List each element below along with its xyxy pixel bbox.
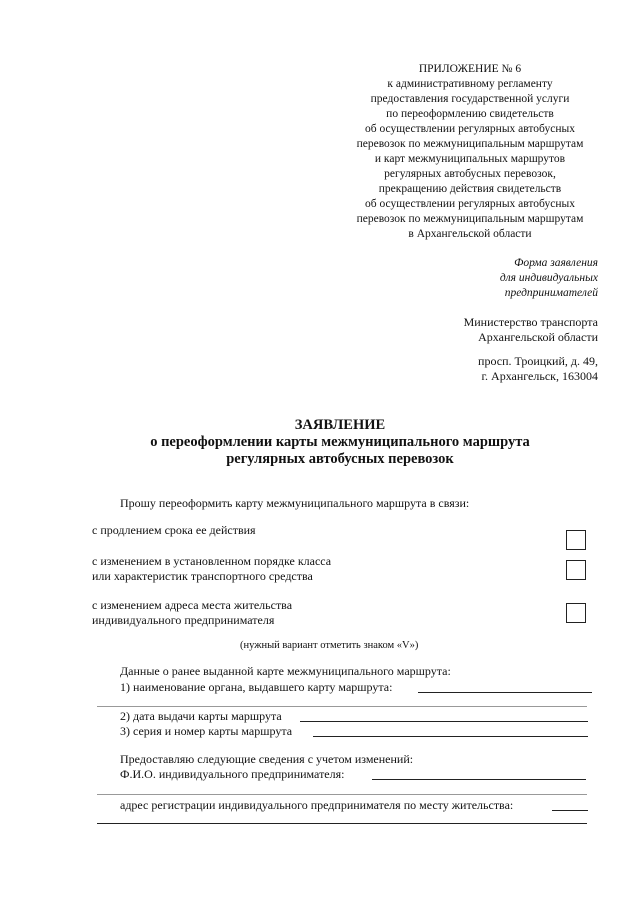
appendix-line: в Архангельской области (408, 228, 532, 240)
document-title: ЗАЯВЛЕНИЕ (294, 417, 386, 433)
registration-address-input-line-2[interactable] (97, 823, 587, 824)
appendix-line: регулярных автобусных перевозок, (384, 168, 556, 180)
appendix-line: и карт межмуниципальных маршрутов (374, 153, 566, 165)
issue-date-label: 2) дата выдачи карты маршрута (120, 709, 282, 723)
appendix-line: об осуществлении регулярных автобусных (365, 198, 575, 210)
appendix-line: по переоформлению свидетельств (386, 108, 554, 120)
prior-card-header: Данные о ранее выданной карте межмуниципального маршрута: (120, 664, 451, 678)
address-line: г. Архангельск, 163004 (481, 369, 598, 383)
form-note-line: Форма заявления (514, 257, 598, 269)
option-label: с изменением в установленном порядке класса (92, 554, 332, 568)
issuer-input-line[interactable] (418, 692, 592, 693)
option-label: индивидуального предпринимателя (92, 613, 275, 627)
separator-line (97, 794, 587, 795)
prior-card-issuer-label: 1) наименование органа, выдавшего карту маршрута: (120, 680, 393, 694)
recipient-line: Архангельской области (478, 330, 598, 344)
appendix-block (300, 62, 640, 242)
card-number-label: 3) серия и номер карты маршрута (120, 724, 293, 738)
appendix-line: перевозок по межмуниципальным маршрутам (356, 213, 584, 225)
fio-input-line[interactable] (372, 779, 586, 780)
appendix-line: ПРИЛОЖЕНИЕ № 6 (418, 63, 522, 75)
recipient-block (464, 315, 598, 345)
changes-header: Предоставляю следующие сведения с учетом изменений: (120, 752, 414, 766)
option-label: с изменением адреса места жительства (92, 598, 293, 612)
fio-label: Ф.И.О. индивидуального предпринимателя: (120, 767, 345, 781)
option-label: или характеристик транспортного средства (92, 569, 313, 583)
form-note-line: для индивидуальных (499, 272, 598, 284)
appendix-line: об осуществлении регулярных автобусных (365, 123, 575, 135)
appendix-line: предоставления государственной услуги (370, 93, 570, 105)
option-checkbox-vehicle-class[interactable] (566, 560, 586, 580)
separator-line (97, 706, 587, 707)
recipient-line: Министерство транспорта (463, 315, 598, 329)
card-number-input-line[interactable] (313, 736, 588, 737)
document-subtitle: о переоформлении карты межмуниципального маршрута (150, 434, 530, 450)
option-label: с продлением срока ее действия (92, 523, 256, 537)
document-subtitle-2: регулярных автобусных перевозок (226, 451, 454, 467)
option-checkbox-extension[interactable] (566, 530, 586, 550)
appendix-line: прекращению действия свидетельств (378, 183, 562, 195)
option-checkbox-address-change[interactable] (566, 603, 586, 623)
check-instruction: (нужный вариант отметить знаком «V») (240, 640, 419, 651)
appendix-line: перевозок по межмуниципальным маршрутам (356, 138, 584, 150)
form-type-note (500, 256, 598, 301)
issue-date-input-line[interactable] (300, 721, 588, 722)
form-note-line: предпринимателей (504, 287, 598, 299)
registration-address-label: адрес регистрации индивидуального предпринимателя по месту жительства: (120, 798, 514, 812)
appendix-line: к административному регламенту (387, 78, 553, 90)
registration-address-input-line[interactable] (552, 810, 588, 811)
request-text: Прошу переоформить карту межмуниципального маршрута в связи: (120, 496, 470, 510)
address-line: просп. Троицкий, д. 49, (478, 354, 598, 368)
recipient-address (478, 354, 598, 384)
